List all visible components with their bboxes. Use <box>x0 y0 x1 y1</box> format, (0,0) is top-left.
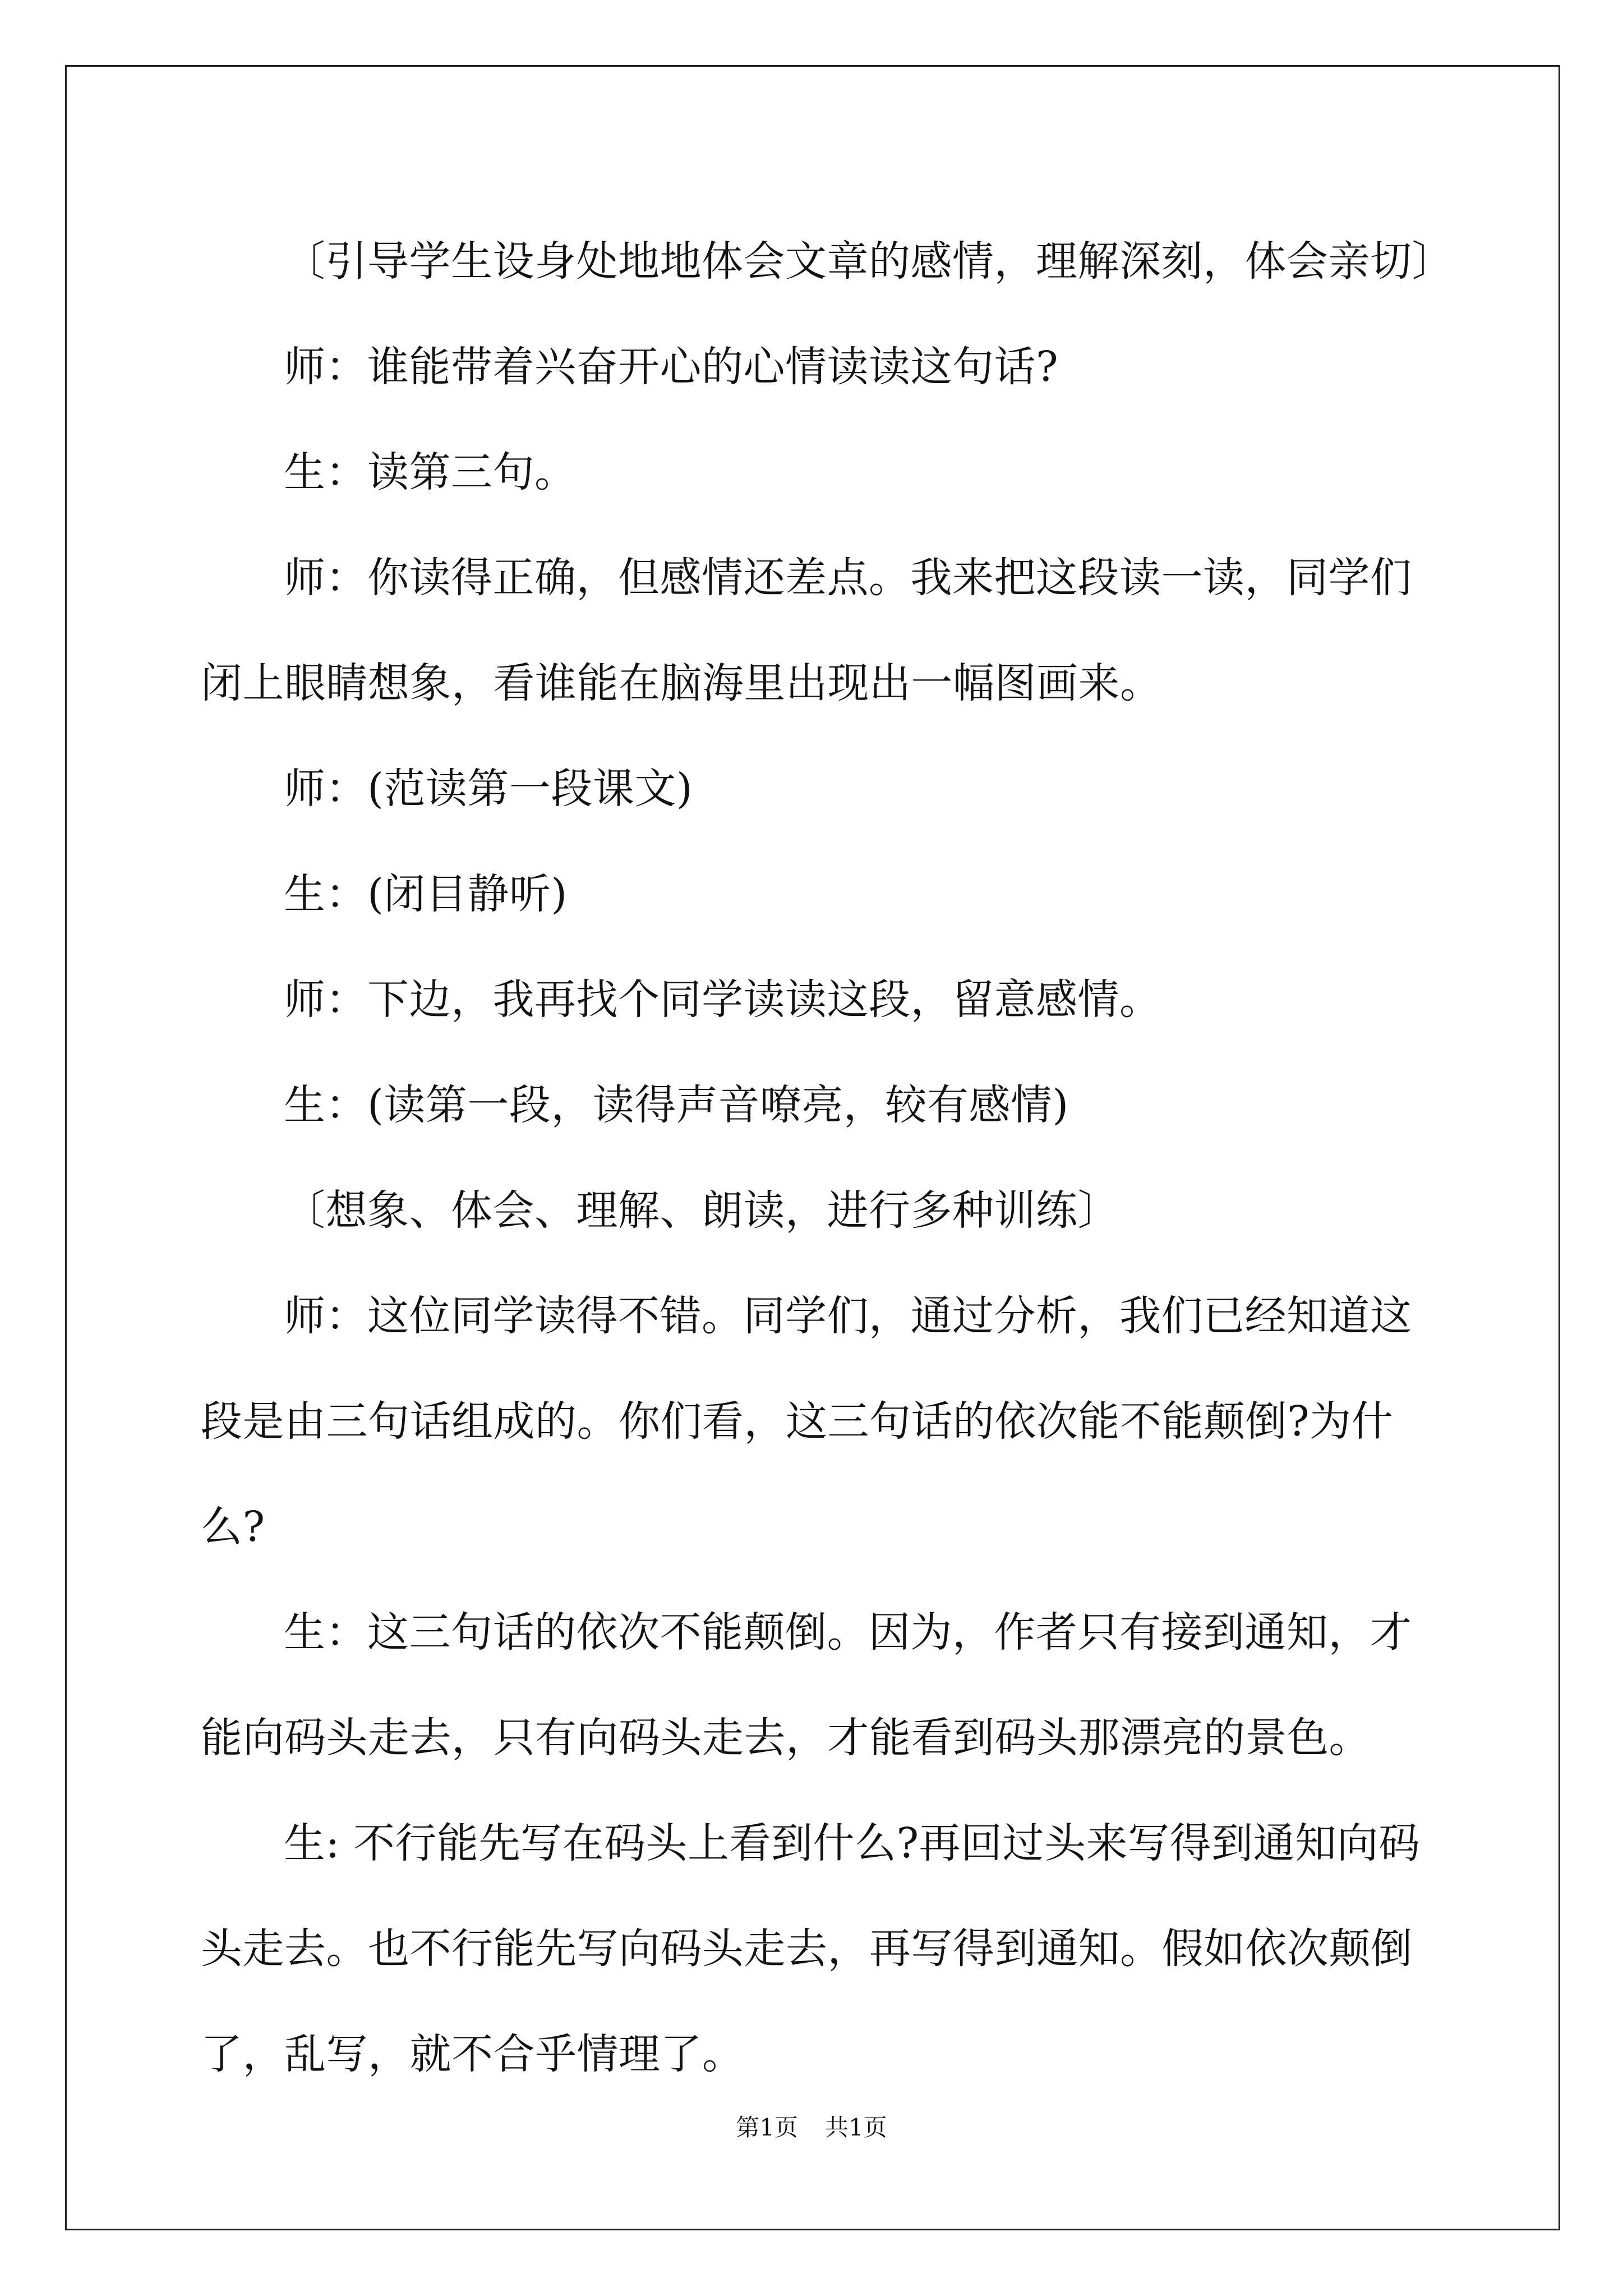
paragraph: 生: 不行能先写在码头上看到什么?再回过头来写得到通知向码头走去。也不行能先写向码头走去，再写得到通知。假如依次颠倒了，乱写，就不合乎情理了。 <box>201 1819 1421 2078</box>
paragraph: 生：读第三句。 <box>284 448 577 496</box>
paragraph: 师：谁能带着兴奋开心的心情读读这句话? <box>284 343 1059 391</box>
paragraph: 师：这位同学读得不错。同学们，通过分析，我们已经知道这段是由三句话组成的。你们看，这三句话的依次能不能颠倒?为什么? <box>201 1292 1412 1551</box>
paragraph: 〔引导学生设身处地地体会文章的感情，理解深刻，体会亲切〕 <box>284 237 1454 286</box>
paragraph: 生：(闭目静听) <box>284 870 568 918</box>
document-body <box>201 209 1454 2107</box>
paragraph: 〔想象、体会、理解、朗读，进行多种训练〕 <box>284 1186 1119 1235</box>
paragraph: 师：你读得正确，但感情还差点。我来把这段读一读，同学们闭上眼睛想象，看谁能在脑海里出现出一幅图画来。 <box>201 554 1412 707</box>
page-number-total: 共1页 <box>825 2114 887 2141</box>
paragraph: 师：下边，我再找个同学读读这段，留意感情。 <box>284 976 1161 1024</box>
page-footer <box>0 2109 1623 2143</box>
paragraph: 生：(读第一段，读得声音嘹亮，较有感情) <box>284 1081 1069 1129</box>
page-number-current: 第1页 <box>736 2114 798 2141</box>
paragraph: 师：(范读第一段课文) <box>284 765 693 813</box>
paragraph: 生：这三句话的依次不能颠倒。因为，作者只有接到通知，才能向码头走去，只有向码头走去，才能看到码头那漂亮的景色。 <box>201 1608 1412 1762</box>
